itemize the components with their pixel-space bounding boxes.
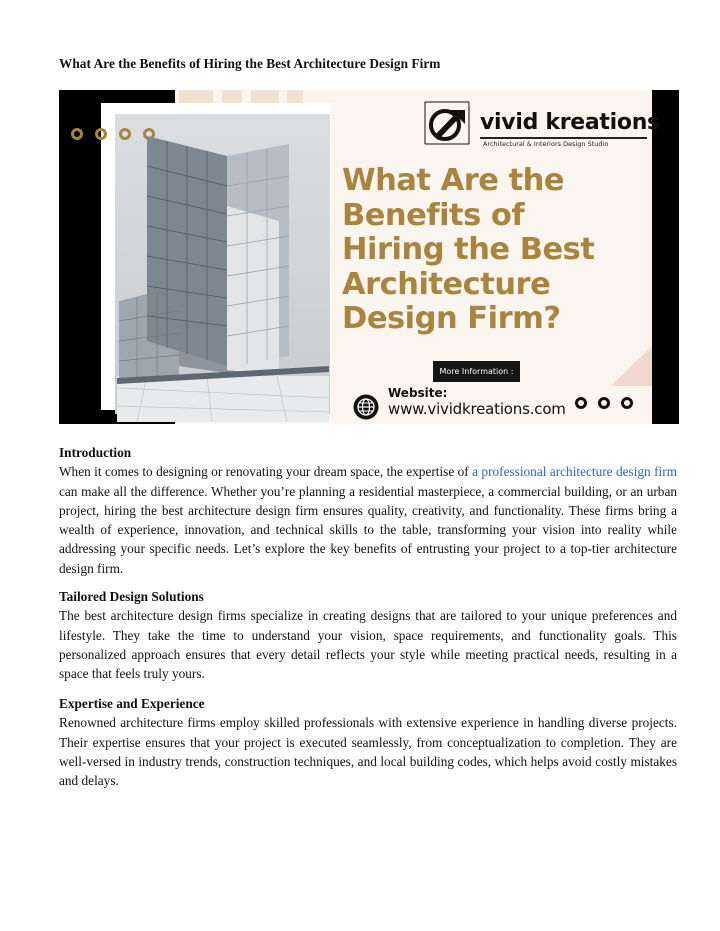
decor-circle <box>575 397 587 409</box>
banner-image <box>59 90 679 424</box>
section-expertise <box>59 694 677 790</box>
section-tailored-design <box>59 587 677 683</box>
decor-circle <box>621 397 633 409</box>
headline-line: Hiring the Best <box>342 232 595 267</box>
section-introduction <box>59 443 677 578</box>
brand-underline <box>480 137 647 139</box>
banner-headline <box>342 164 594 337</box>
decor-circle <box>598 397 610 409</box>
decor-circle <box>95 128 107 140</box>
section-paragraph <box>59 462 677 578</box>
headline-line: Benefits of <box>342 197 525 233</box>
globe-icon <box>353 394 379 420</box>
banner-stripe <box>179 90 213 104</box>
brand-logo-mark <box>421 98 473 148</box>
building-illustration <box>117 126 329 422</box>
banner-stripe <box>287 90 303 104</box>
architecture-firm-link[interactable]: a professional architecture design firm <box>472 464 677 480</box>
website-label: Website: <box>388 386 448 400</box>
banner-stripe <box>251 90 279 104</box>
section-heading: Introduction <box>59 445 132 460</box>
headline-line: Architecture <box>342 266 551 302</box>
decor-circle <box>71 128 83 140</box>
more-info-label: More Information : <box>433 361 520 382</box>
banner-stripe <box>222 90 242 104</box>
paragraph-text: When it comes to designing or renovating your dream space, the expertise of <box>59 464 473 480</box>
document-title: What Are the Benefits of Hiring the Best Architecture Design Firm <box>59 56 441 71</box>
paragraph-text: can make all the difference. Whether you’re planning a residential masterpiece, a commercial building, or an urban project, hiring the best architecture design firm ensures quality, creativity, and functionality. These firms bring a wealth of experience, innovation, and technical skills to the table, transforming your vision into reality while addressing your specific needs. Let’s explore the key benefits of entrusting your project to a top-tier architecture design firm. <box>59 483 677 576</box>
website-url: www.vividkreations.com <box>388 400 566 418</box>
decor-circles-right <box>575 397 633 409</box>
headline-line: Design Firm? <box>342 301 561 336</box>
section-heading: Tailored Design Solutions <box>59 589 204 604</box>
decor-triangle <box>611 346 652 386</box>
section-heading: Expertise and Experience <box>59 696 205 711</box>
section-paragraph: The best architecture design firms specialize in creating designs that are tailored to your unique preferences and lifestyle. They take the time to understand your vision, space requirements, and functionality goals. This personalized approach ensures that every detail reflects your style while meeting practical needs, resulting in a space that feels truly yours. <box>59 608 677 682</box>
headline-line: What Are the <box>342 163 565 198</box>
brand-tagline: Architectural & Interiors Design Studio <box>483 140 609 148</box>
section-paragraph: Renowned architecture firms employ skilled professionals with extensive experience in handling diverse projects. Their expertise ensures that your project is executed seamlessly, from conceptualization to completion. They are well-versed in industry trends, construction techniques, and local building codes, which helps avoid costly mistakes and delays. <box>59 715 677 789</box>
brand-name: vivid kreations <box>480 110 660 135</box>
